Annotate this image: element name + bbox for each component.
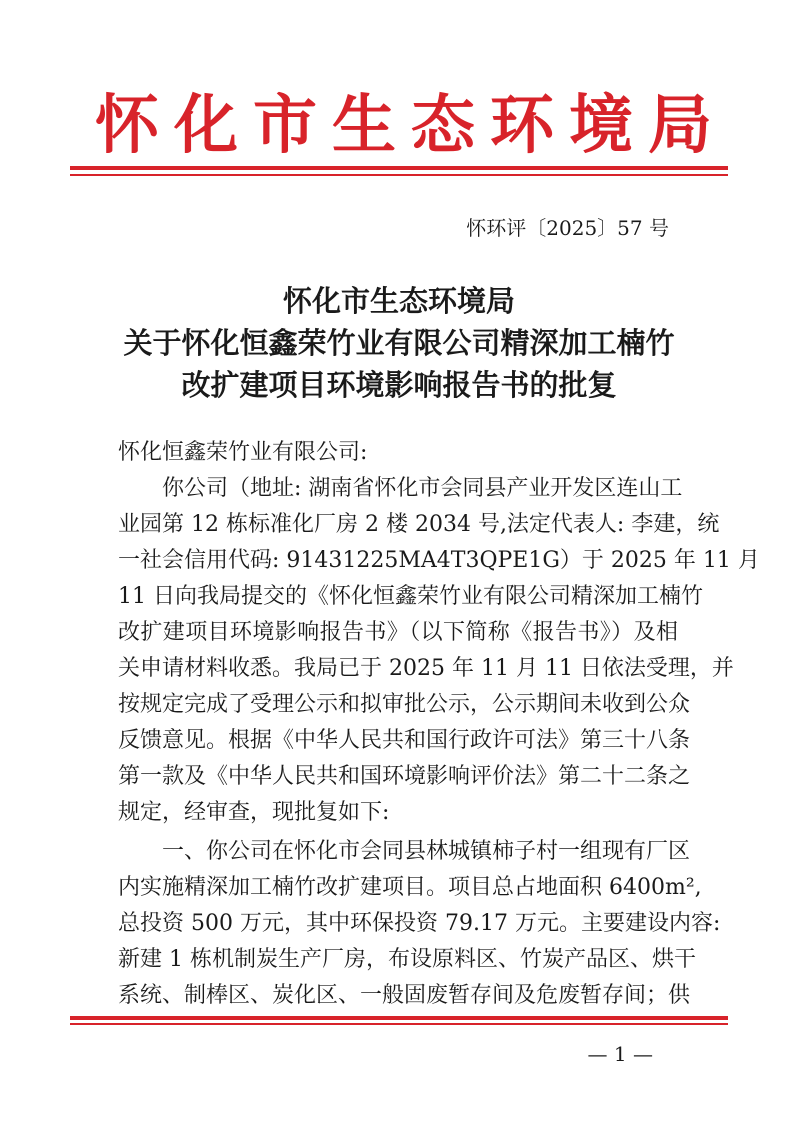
document-title-line-2: 关于怀化恒鑫荣竹业有限公司精深加工楠竹 [123, 326, 675, 360]
body-line: 新建 1 栋机制炭生产厂房，布设原料区、竹炭产品区、烘干 [118, 947, 696, 972]
body-line: 按规定完成了受理公示和拟审批公示，公示期间未收到公众 [118, 692, 691, 717]
body-line: 关申请材料收悉。我局已于 2025 年 11 月 11 日依法受理，并 [118, 656, 734, 681]
body-line: 你公司（地址: 湖南省怀化市会同县产业开发区连山工 [162, 476, 683, 501]
agency-letterhead: 怀化市生态环境局 [95, 88, 727, 163]
body-line: 内实施精深加工楠竹改扩建项目。项目总占地面积 6400m², [118, 875, 702, 900]
body-line: 第一款及《中华人民共和国环境影响评价法》第二十二条之 [118, 764, 691, 789]
body-line: 一、你公司在怀化市会同县林城镇柿子村一组现有厂区 [162, 839, 691, 864]
body-line: 改扩建项目环境影响报告书》（以下简称《报告书》）及相 [118, 620, 678, 645]
document-title-line-1: 怀化市生态环境局 [282, 284, 515, 318]
footer-rule-thick [70, 1016, 728, 1020]
letterhead-rule-thin [70, 174, 728, 176]
body-line: 系统、制棒区、炭化区、一般固废暂存间及危废暂存间；供 [118, 983, 691, 1008]
body-line: 总投资 500 万元，其中环保投资 79.17 万元。主要建设内容: [118, 911, 721, 936]
body-line: 业园第 12 栋标准化厂房 2 楼 2034 号,法定代表人: 李建，统 [118, 512, 720, 537]
letterhead-rule-thick [70, 166, 728, 170]
footer-rule-thin [70, 1023, 728, 1025]
page-number: — 1 — [587, 1042, 653, 1066]
body-line: 一社会信用代码: 91431225MA4T3QPE1G）于 2025 年 11 月 [118, 548, 760, 573]
body-line: 11 日向我局提交的《怀化恒鑫荣竹业有限公司精深加工楠竹 [118, 584, 703, 609]
salutation: 怀化恒鑫荣竹业有限公司: [118, 440, 368, 465]
document-title-line-3: 改扩建项目环境影响报告书的批复 [181, 368, 617, 402]
document-number: 怀环评〔2025〕57 号 [466, 216, 669, 240]
body-line: 反馈意见。根据《中华人民共和国行政许可法》第三十八条 [118, 728, 691, 753]
body-line: 规定，经审查，现批复如下: [118, 800, 390, 825]
